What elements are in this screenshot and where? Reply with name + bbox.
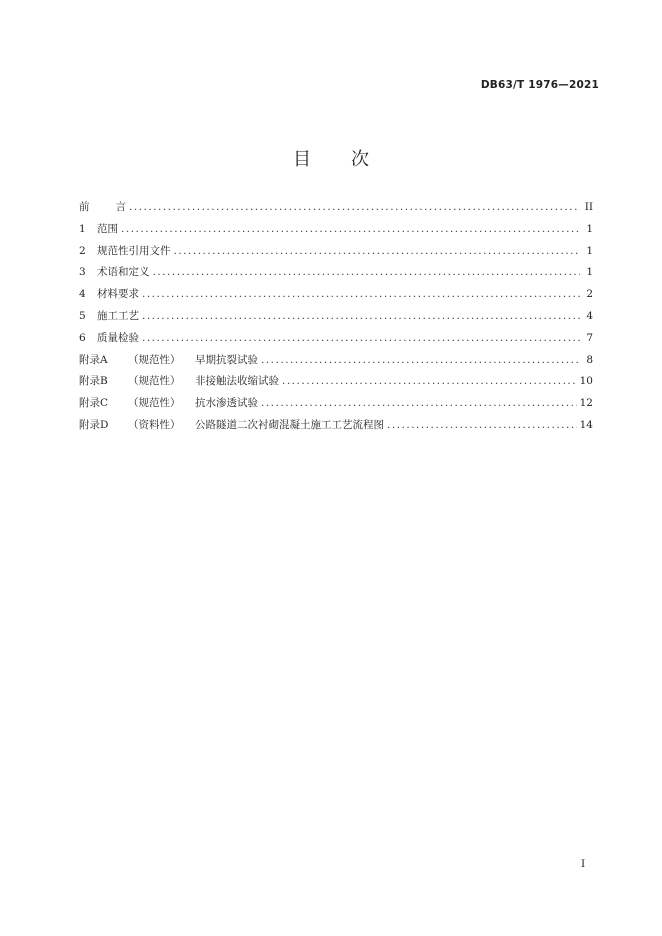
dot-leader bbox=[142, 310, 580, 322]
section-number: 1 bbox=[79, 222, 86, 235]
toc-title: 目次 bbox=[293, 149, 409, 170]
toc-entry-label bbox=[79, 330, 139, 345]
toc-entry-construction-process[interactable] bbox=[79, 308, 593, 330]
section-number: 6 bbox=[79, 331, 86, 344]
toc-entry-quality-inspection[interactable] bbox=[79, 330, 593, 352]
dot-leader bbox=[261, 397, 577, 409]
toc-page-number: 1 bbox=[586, 244, 593, 257]
toc-entry-label bbox=[79, 352, 258, 367]
toc-entry-label bbox=[79, 286, 139, 301]
appendix-title: 非接触法收缩试验 bbox=[195, 375, 279, 388]
toc-entry-preface[interactable] bbox=[79, 199, 593, 221]
section-title: 施工工艺 bbox=[97, 309, 139, 322]
section-title: 规范性引用文件 bbox=[97, 244, 171, 257]
toc-entry-label bbox=[79, 243, 171, 258]
dot-leader bbox=[121, 223, 580, 235]
toc-page-number: 4 bbox=[586, 309, 593, 322]
section-title: 范围 bbox=[97, 222, 118, 235]
dot-leader bbox=[142, 332, 580, 344]
appendix-label: 附录D bbox=[79, 418, 109, 431]
toc-entry-material-requirements[interactable] bbox=[79, 286, 593, 308]
appendix-kind: （规范性） bbox=[128, 353, 181, 366]
toc-entry-label bbox=[79, 417, 384, 432]
toc-entry-label bbox=[79, 308, 139, 323]
appendix-title: 抗水渗透试验 bbox=[195, 397, 258, 410]
document-code: DB63/T 1976—2021 bbox=[480, 79, 599, 91]
toc-entry-normative-references[interactable] bbox=[79, 243, 593, 265]
toc-page-number: 14 bbox=[579, 418, 593, 431]
dot-leader bbox=[282, 375, 577, 387]
toc-entry-appendix-d[interactable] bbox=[79, 417, 593, 439]
page-number: I bbox=[581, 858, 586, 870]
section-title: 术语和定义 bbox=[97, 266, 150, 279]
toc-page-number: 1 bbox=[586, 266, 593, 279]
toc-entry-label bbox=[79, 373, 279, 388]
appendix-label: 附录A bbox=[79, 353, 108, 366]
toc-page-number: 2 bbox=[586, 288, 593, 301]
dot-leader bbox=[387, 419, 577, 431]
section-number: 5 bbox=[79, 309, 86, 322]
dot-leader bbox=[142, 288, 580, 300]
dot-leader bbox=[174, 245, 581, 257]
appendix-title: 早期抗裂试验 bbox=[195, 353, 258, 366]
dot-leader bbox=[261, 354, 580, 366]
toc-entry-label: 前 言 bbox=[79, 201, 126, 213]
appendix-label: 附录C bbox=[79, 397, 109, 410]
section-number: 4 bbox=[79, 288, 86, 301]
section-title: 材料要求 bbox=[97, 288, 139, 301]
table-of-contents bbox=[79, 199, 593, 439]
toc-entry-label bbox=[79, 395, 258, 410]
toc-page-number: 12 bbox=[579, 397, 593, 410]
toc-entry-appendix-a[interactable] bbox=[79, 352, 593, 374]
toc-page-number: 8 bbox=[586, 353, 593, 366]
appendix-title: 公路隧道二次衬砌混凝土施工工艺流程图 bbox=[195, 418, 384, 431]
appendix-label: 附录B bbox=[79, 375, 108, 388]
appendix-kind: （资料性） bbox=[128, 418, 181, 431]
appendix-kind: （规范性） bbox=[128, 397, 181, 410]
toc-entry-label bbox=[79, 264, 150, 279]
toc-page-number: 7 bbox=[586, 331, 593, 344]
toc-entry-label bbox=[79, 221, 118, 236]
toc-entry-appendix-b[interactable] bbox=[79, 373, 593, 395]
dot-leader bbox=[129, 201, 580, 213]
toc-page-number: 10 bbox=[579, 375, 593, 388]
dot-leader bbox=[153, 266, 581, 278]
toc-entry-terms-definitions[interactable] bbox=[79, 264, 593, 286]
section-number: 2 bbox=[79, 244, 86, 257]
toc-page-number: 1 bbox=[586, 222, 593, 235]
appendix-kind: （规范性） bbox=[128, 375, 181, 388]
section-title: 质量检验 bbox=[97, 331, 139, 344]
toc-entry-scope[interactable] bbox=[79, 221, 593, 243]
section-number: 3 bbox=[79, 266, 86, 279]
toc-page-number: II bbox=[584, 201, 593, 213]
toc-entry-appendix-c[interactable] bbox=[79, 395, 593, 417]
